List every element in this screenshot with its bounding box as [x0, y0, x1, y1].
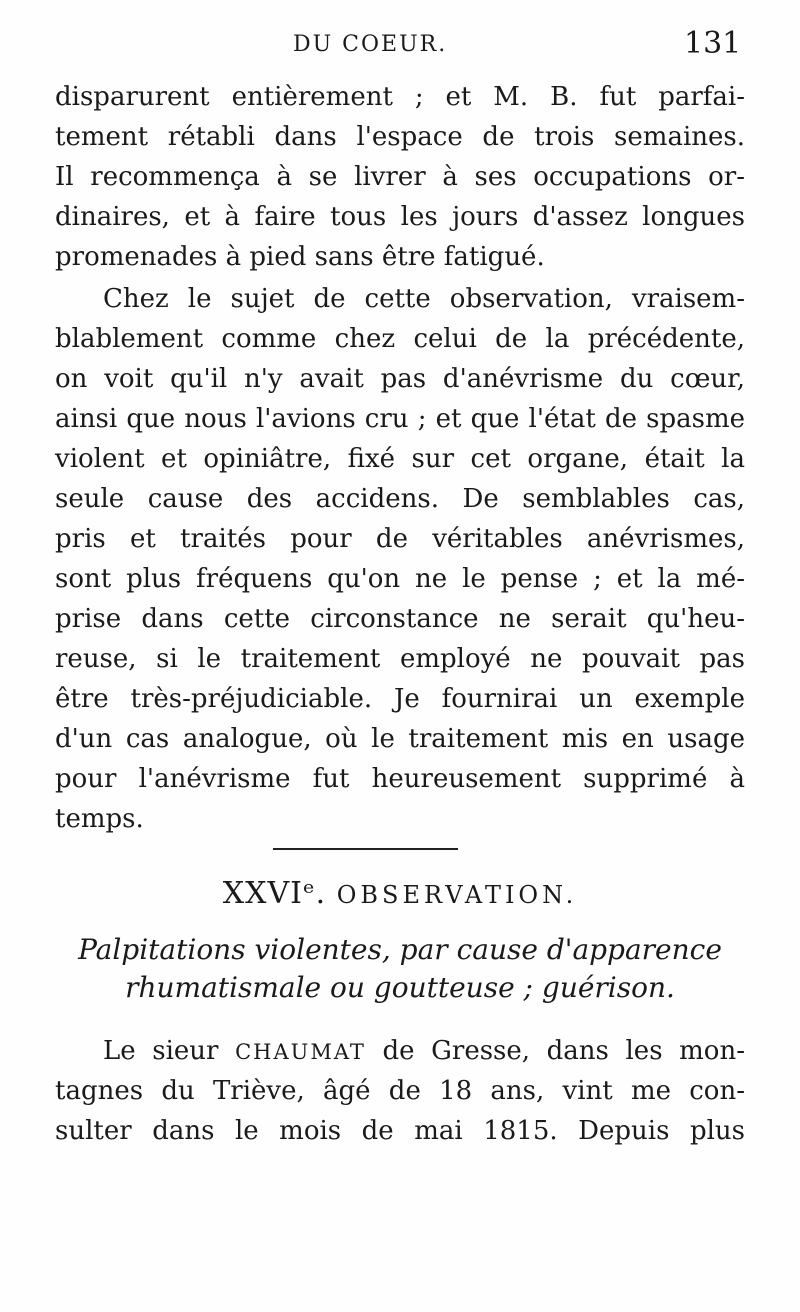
- text-line: on voit qu'il n'y avait pas d'anévrisme du cœur,: [55, 364, 745, 394]
- text-line: pour l'anévrisme fut heureusement supprimé à: [55, 764, 745, 794]
- text-line: prise dans cette circonstance ne serait qu'heu-: [55, 604, 745, 634]
- text-line: violent et opiniâtre, fixé sur cet organe, était la: [55, 444, 745, 474]
- observation-number: XXVIᵉ.: [222, 876, 327, 911]
- page-number: 131: [684, 26, 742, 61]
- text-line: ainsi que nous l'avions cru ; et que l'état de spasme: [55, 404, 745, 434]
- running-title: DU COEUR.: [293, 32, 448, 57]
- text-line: reuse, si le traitement employé ne pouvait pas: [55, 644, 745, 674]
- text-line: Il recommença à se livrer à ses occupations or-: [55, 162, 745, 192]
- observation-subtitle-line: rhumatismale ou goutteuse ; guérison.: [125, 971, 675, 1004]
- text-line: blablement comme chez celui de la précédente,: [55, 324, 745, 354]
- text-line: dinaires, et à faire tous les jours d'assez longues: [55, 202, 745, 232]
- text-line: seule cause des accidens. De semblables cas,: [55, 484, 745, 514]
- text-line: tement rétabli dans l'espace de trois semaines.: [55, 122, 745, 152]
- person-name: CHAUMAT: [235, 1040, 366, 1064]
- text-line: sont plus fréquens qu'on ne le pense ; et la mé-: [55, 564, 745, 594]
- observation-subtitle-line: Palpitations violentes, par cause d'apparence: [78, 933, 722, 966]
- running-header: [0, 26, 800, 66]
- text-line: tagnes du Triève, âgé de 18 ans, vint me con-: [55, 1076, 745, 1106]
- text-line: disparurent entièrement ; et M. B. fut parfai-: [55, 82, 745, 112]
- observation-heading: [0, 876, 800, 911]
- text-line: d'un cas analogue, où le traitement mis en usage: [55, 724, 745, 754]
- text-fragment: Le sieur: [103, 1036, 219, 1066]
- text-fragment: de Gresse, dans les mon-: [382, 1036, 745, 1066]
- text-line: promenades à pied sans être fatigué.: [55, 242, 545, 272]
- text-line: sulter dans le mois de mai 1815. Depuis plus: [55, 1116, 745, 1146]
- text-line: Chez le sujet de cette observation, vraisem-: [103, 284, 745, 314]
- section-divider: [273, 848, 458, 850]
- text-line: être très-préjudiciable. Je fournirai un exemple: [55, 684, 745, 714]
- text-line: pris et traités pour de véritables anévrismes,: [55, 524, 745, 554]
- text-line: [103, 1034, 745, 1069]
- observation-label: OBSERVATION.: [336, 881, 578, 909]
- text-line: temps.: [55, 804, 144, 834]
